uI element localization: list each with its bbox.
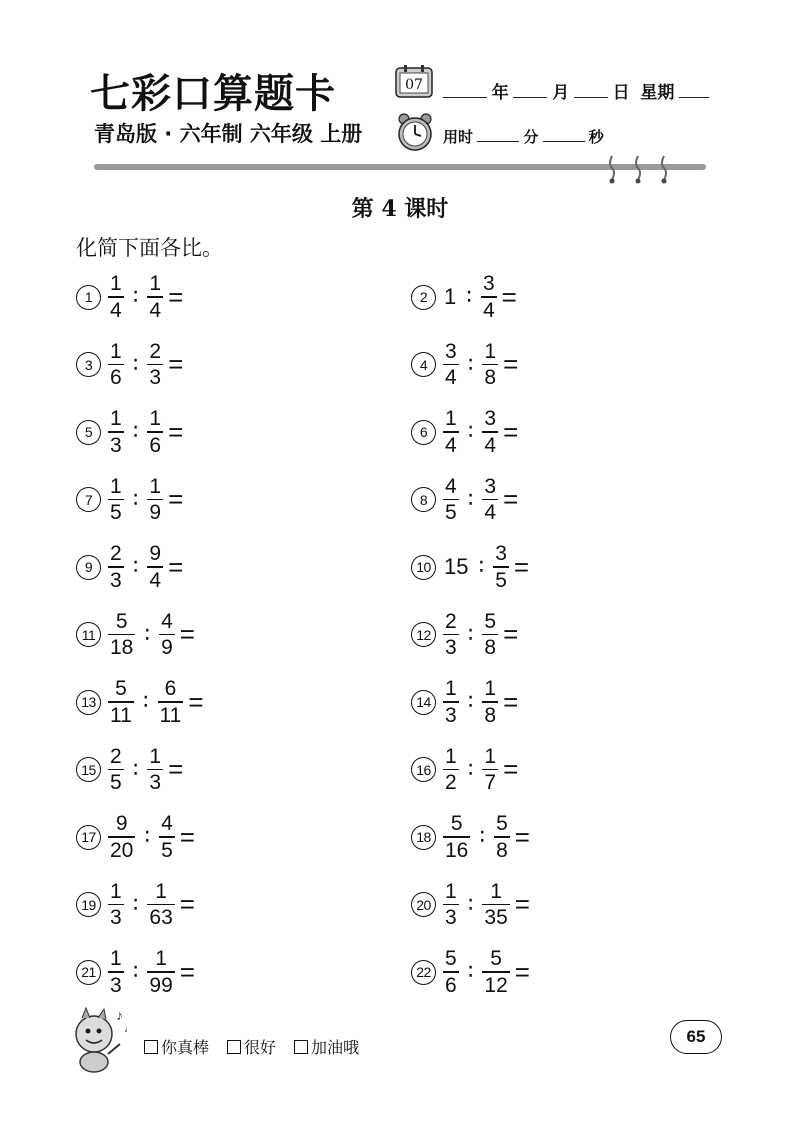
denominator: 5 [495,568,507,592]
fraction [493,543,509,591]
fraction [482,476,498,524]
fraction-bar [108,499,124,501]
problem-item [76,340,183,390]
problem-number: 22 [411,960,436,985]
problem-item [411,542,529,592]
fraction [443,813,470,861]
problem-number: 15 [76,757,101,782]
day-label: 日 [612,83,630,102]
fraction [147,881,174,929]
problem-item [76,475,183,525]
numerator: 1 [484,744,497,768]
fraction [494,813,510,861]
numerator: 2 [445,609,457,633]
checkbox-icon[interactable] [144,1040,158,1054]
ratio-colon: ∶ [467,486,474,512]
numerator: 1 [149,474,162,498]
fraction [482,948,509,996]
denominator: 9 [161,636,173,660]
fraction-bar [147,296,163,298]
fraction [108,813,135,861]
ratio-colon: ∶ [144,621,151,647]
fraction-bar [443,904,459,906]
denominator: 2 [445,771,457,795]
fraction-bar [108,904,124,906]
fraction [108,881,124,929]
instruction-text: 化简下面各比。 [76,236,223,260]
numerator: 1 [445,879,457,903]
rating-keep-going[interactable] [294,1035,359,1058]
fraction-bar [443,701,459,703]
ratio-colon: ∶ [467,891,474,917]
equals-sign: = [188,686,204,717]
denominator: 8 [484,636,497,660]
fraction [159,611,175,659]
numerator: 9 [149,542,162,566]
fraction-bar [443,499,459,501]
fraction [482,746,498,794]
denominator: 5 [110,501,122,525]
fraction-bar [482,701,498,703]
denominator: 6 [445,973,457,997]
denominator: 4 [110,298,122,322]
problem-item [76,880,195,930]
minutes-blank[interactable] [477,128,519,142]
denominator: 4 [149,568,162,592]
page-number: 65 [670,1020,722,1054]
rating-keep-going-label: 加油哦 [311,1040,360,1057]
numerator: 4 [161,609,173,633]
clock-icon [395,112,435,152]
denominator: 5 [110,771,122,795]
denominator: 4 [445,433,457,457]
problem-number: 7 [76,487,101,512]
problem-number: 11 [76,622,101,647]
fraction-bar [482,499,498,501]
fraction-bar [482,769,498,771]
weekday-blank[interactable] [679,84,709,98]
equals-sign: = [514,889,530,919]
denominator: 3 [110,906,122,930]
denominator: 11 [159,703,182,727]
numerator: 5 [115,609,128,633]
equals-sign: = [179,956,195,987]
fraction-bar [108,566,124,568]
fraction [482,881,509,929]
fraction [443,746,459,794]
equals-sign: = [503,686,519,717]
problem-number: 1 [76,285,101,310]
fraction [108,273,124,321]
equals-sign: = [179,821,195,852]
fraction-bar [108,701,134,703]
denominator: 63 [149,906,173,930]
equals-sign: = [179,619,195,649]
calendar-icon [395,64,433,98]
problem-number: 17 [76,825,101,850]
fraction [108,948,124,996]
fraction [443,341,459,389]
brand-title: 七彩口算题卡 [90,71,336,117]
calendar-day: 07 [405,77,423,93]
problem-item [411,880,530,930]
equals-sign: = [503,619,519,649]
equals-sign: = [503,416,519,447]
problem-item [411,677,518,727]
problem-item [76,272,183,322]
fraction [147,746,163,794]
numerator: 5 [490,947,502,971]
fraction-bar [108,431,124,433]
problem-item [411,610,518,660]
numerator: 1 [445,407,457,431]
numerator: 1 [149,272,162,296]
fraction [482,611,498,659]
fraction-bar [147,364,163,366]
fraction-bar [108,364,124,366]
problem-number: 3 [76,352,101,377]
problem-item [411,340,518,390]
denominator: 5 [161,838,173,862]
problem-item [411,812,530,862]
ratio-colon: ∶ [466,284,472,309]
fraction [147,341,163,389]
numerator: 1 [110,339,122,363]
problem-number: 12 [411,622,436,647]
denominator: 4 [149,298,162,322]
problem-number: 9 [76,555,101,580]
numerator: 1 [490,879,502,903]
denominator: 3 [445,703,457,727]
equals-sign: = [168,754,184,784]
numerator: 2 [110,542,122,566]
fraction-bar [147,904,174,906]
year-label: 年 [491,83,509,102]
fraction-bar [108,769,124,771]
fraction-bar [147,769,163,771]
ratio-colon: ∶ [132,756,139,782]
numerator: 4 [161,812,173,836]
denominator: 12 [484,973,508,997]
fraction-bar [147,499,163,501]
month-blank[interactable] [513,84,547,98]
problem-number: 16 [411,757,436,782]
numerator: 1 [110,879,122,903]
seconds-label: 秒 [588,129,604,146]
fraction [158,678,184,726]
ratio-colon: ∶ [467,621,474,647]
problem-item [411,947,530,997]
ratio-colon: ∶ [467,689,474,714]
denominator: 20 [110,838,134,862]
fraction [443,948,459,996]
fraction-bar [147,971,174,973]
fraction-bar [147,431,163,433]
equals-sign: = [514,956,530,987]
fraction [482,408,498,456]
fraction-bar [443,364,459,366]
rating-good[interactable] [227,1035,276,1058]
denominator: 3 [110,568,122,592]
fraction-bar [158,701,184,703]
denominator: 5 [445,501,457,525]
problem-item [411,407,518,457]
fraction-bar [494,836,510,838]
fraction-bar [443,971,459,973]
fraction-bar [443,836,470,838]
fraction-bar [108,971,124,973]
problem-number: 20 [411,892,436,917]
equals-sign: = [168,484,184,514]
fraction [108,746,124,794]
ratio-colon: ∶ [467,419,474,444]
fraction-bar [147,566,163,568]
rating-great-label: 你真棒 [161,1040,210,1057]
problem-item [411,475,518,525]
denominator: 3 [149,771,162,795]
ratio-colon: ∶ [467,756,474,782]
denominator: 6 [110,366,122,390]
fraction-bar [159,836,175,838]
numerator: 1 [155,947,167,971]
problem-number: 5 [76,420,101,445]
time-used-label: 用时 [443,129,474,146]
equals-sign: = [503,484,519,514]
denominator: 18 [110,636,134,660]
numerator: 6 [164,677,177,701]
denominator: 8 [484,366,497,390]
denominator: 4 [484,501,497,525]
problem-item [76,677,204,727]
ratio-colon: ∶ [142,689,149,714]
ratio-colon: ∶ [132,419,139,444]
problem-item [76,542,183,592]
fraction [108,678,134,726]
fraction [147,408,163,456]
fraction [443,476,459,524]
checkbox-icon[interactable] [227,1040,241,1054]
numerator: 1 [110,947,122,971]
fraction-bar [481,296,497,298]
ratio-colon: ∶ [132,284,139,309]
problem-item [76,947,195,997]
fraction-bar [159,634,175,636]
numerator: 5 [450,812,463,836]
denominator: 4 [482,298,495,322]
equals-sign: = [503,349,519,379]
fraction [482,341,498,389]
numerator: 3 [482,272,495,296]
minutes-label: 分 [523,129,539,146]
ratio-colon: ∶ [467,959,474,984]
fraction [108,476,124,524]
fraction-bar [108,836,135,838]
denominator: 3 [149,366,162,390]
fraction-bar [493,566,509,568]
problem-number: 19 [76,892,101,917]
numerator: 1 [155,879,167,903]
numerator: 1 [110,407,122,431]
fraction [147,948,174,996]
weekday-label: 星期 [640,83,675,102]
book-edition: 青岛版 · 六年制 六年级 上册 [94,122,363,146]
equals-sign: = [168,281,184,312]
denominator: 8 [484,703,497,727]
day-blank[interactable] [574,84,608,98]
whole-number: 1 [444,284,457,309]
rating-great[interactable] [144,1035,209,1058]
denominator: 11 [110,703,132,727]
month-label: 月 [552,83,570,102]
fraction-bar [482,431,498,433]
numerator: 5 [484,609,497,633]
problem-number: 2 [411,285,436,310]
self-rating [144,1035,359,1058]
brand-logo [90,62,360,117]
ratio-colon: ∶ [132,959,139,984]
numerator: 1 [484,677,497,701]
ratio-colon: ∶ [132,891,139,917]
denominator: 7 [484,771,497,795]
checkbox-icon[interactable] [294,1040,308,1054]
denominator: 3 [110,973,122,997]
fraction-bar [482,634,498,636]
numerator: 2 [149,339,162,363]
ratio-colon: ∶ [132,351,139,377]
numerator: 1 [445,677,457,701]
fraction [147,476,163,524]
numerator: 1 [445,744,457,768]
denominator: 4 [445,366,457,390]
numerator: 2 [110,744,122,768]
numerator: 1 [149,407,162,431]
ratio-colon: ∶ [467,351,474,377]
fraction-bar [443,431,459,433]
problem-number: 4 [411,352,436,377]
mascot-illustration [68,1004,134,1074]
fraction-bar [108,296,124,298]
problem-number: 6 [411,420,436,445]
ratio-colon: ∶ [144,824,151,849]
fraction [108,341,124,389]
fraction [443,881,459,929]
numerator: 1 [110,272,122,296]
fraction-bar [482,364,498,366]
equals-sign: = [514,821,530,852]
problem-number: 18 [411,825,436,850]
ratio-colon: ∶ [479,824,486,849]
ratio-colon: ∶ [132,486,139,512]
problem-number: 13 [76,690,101,715]
equals-sign: = [179,889,195,919]
problem-number: 14 [411,690,436,715]
numerator: 3 [484,474,497,498]
numerator: 3 [445,339,457,363]
denominator: 3 [445,636,457,660]
fraction [481,273,497,321]
fraction [108,611,135,659]
numerator: 5 [115,677,127,701]
fraction-bar [443,634,459,636]
numerator: 5 [445,947,457,971]
svg-text:♪: ♪ [116,1007,123,1023]
date-fill-line [443,78,709,103]
problem-number: 10 [411,555,436,580]
ratio-colon: ∶ [478,554,485,579]
equals-sign: = [503,754,519,784]
numerator: 1 [484,339,497,363]
numerator: 1 [149,744,162,768]
equals-sign: = [168,349,184,379]
equals-sign: = [168,416,184,447]
numerator: 1 [110,474,122,498]
fraction [108,543,124,591]
seconds-blank[interactable] [543,128,585,142]
fraction [443,408,459,456]
fraction [159,813,175,861]
problem-item [76,610,195,660]
fraction [147,543,163,591]
equals-sign: = [168,551,184,582]
denominator: 9 [149,501,162,525]
time-fill-line [443,126,604,147]
numerator: 5 [496,812,508,836]
fraction-bar [482,904,509,906]
denominator: 35 [484,906,508,930]
denominator: 4 [484,433,497,457]
fraction [108,408,124,456]
problem-item [76,745,183,795]
equals-sign: = [501,281,517,312]
numerator: 4 [445,474,457,498]
problem-item [76,407,183,457]
problem-item [411,272,517,322]
denominator: 99 [149,973,173,997]
whole-number: 15 [444,554,469,579]
problem-item [411,745,518,795]
fraction [443,611,459,659]
fraction-bar [482,971,509,973]
numerator: 3 [495,542,507,566]
denominator: 16 [445,838,469,862]
lesson-title: 第 4 课时 [351,196,449,222]
ratio-colon: ∶ [132,554,139,579]
fraction [147,273,163,321]
svg-text:♩: ♩ [124,1024,134,1035]
fraction-bar [108,634,135,636]
denominator: 8 [496,838,508,862]
numerator: 9 [115,812,128,836]
equals-sign: = [513,551,530,582]
fraction [482,678,498,726]
fraction [443,678,459,726]
year-blank[interactable] [443,84,487,98]
numerator: 3 [484,407,497,431]
denominator: 3 [445,906,457,930]
problem-number: 8 [411,487,436,512]
denominator: 6 [149,433,162,457]
fraction-bar [443,769,459,771]
rating-good-label: 很好 [244,1040,277,1057]
binder-rings-icon [604,154,674,184]
denominator: 3 [110,433,122,457]
problem-item [76,812,195,862]
problem-number: 21 [76,960,101,985]
